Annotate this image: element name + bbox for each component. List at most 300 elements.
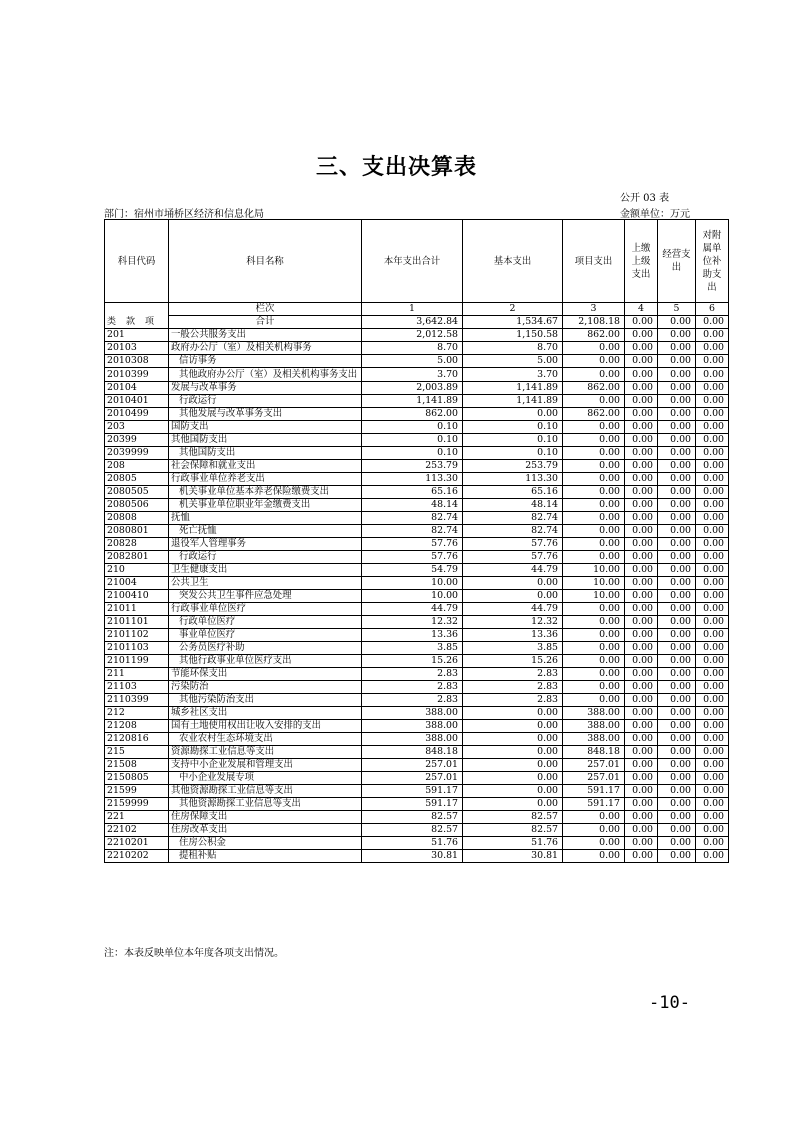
column-number-row: [105, 303, 729, 316]
row-value: 862.00: [563, 382, 625, 395]
row-value: 0.10: [463, 421, 563, 434]
row-value: 0.00: [696, 460, 729, 473]
row-name: 信访事务: [169, 355, 362, 368]
row-value: 0.00: [625, 733, 658, 746]
row-value: 0.00: [658, 421, 696, 434]
row-name: 污染防治: [169, 681, 362, 694]
row-value: 2.83: [362, 668, 463, 681]
row-value: 0.00: [696, 616, 729, 629]
row-code: 2080505: [105, 486, 169, 499]
row-value: 862.00: [362, 408, 463, 421]
row-value: 57.76: [362, 538, 463, 551]
row-name: 死亡抚恤: [169, 525, 362, 538]
row-value: 10.00: [362, 577, 463, 590]
row-value: 0.00: [463, 772, 563, 785]
row-code: 2120816: [105, 733, 169, 746]
row-name: 其他国防支出: [169, 447, 362, 460]
row-value: 0.00: [696, 355, 729, 368]
row-value: 82.57: [463, 824, 563, 837]
row-value: 0.00: [625, 551, 658, 564]
row-value: 0.00: [463, 720, 563, 733]
table-row: [105, 551, 729, 564]
row-value: 0.00: [563, 694, 625, 707]
row-value: 0.00: [696, 629, 729, 642]
table-row: [105, 616, 729, 629]
row-value: 0.00: [463, 798, 563, 811]
total-value: 0.00: [625, 316, 658, 329]
row-value: 0.00: [563, 681, 625, 694]
table-row: [105, 368, 729, 382]
row-value: 0.00: [563, 603, 625, 616]
row-name: 机关事业单位职业年金缴费支出: [169, 499, 362, 512]
row-value: 0.00: [625, 707, 658, 720]
row-value: 0.00: [658, 564, 696, 577]
row-value: 0.00: [696, 798, 729, 811]
row-name: 行政事业单位医疗: [169, 603, 362, 616]
kind-label-lei: 类: [107, 317, 117, 327]
row-value: 591.17: [563, 785, 625, 798]
row-value: 253.79: [362, 460, 463, 473]
total-value: 2,108.18: [563, 316, 625, 329]
row-name: 住房改革支出: [169, 824, 362, 837]
row-value: 388.00: [362, 733, 463, 746]
column-number: 1: [362, 303, 463, 316]
row-value: 0.00: [625, 447, 658, 460]
row-value: 0.00: [696, 811, 729, 824]
table-row: [105, 811, 729, 824]
row-value: 0.00: [563, 655, 625, 668]
row-value: 0.00: [625, 668, 658, 681]
row-value: 0.00: [563, 811, 625, 824]
row-value: 0.10: [362, 447, 463, 460]
row-value: 388.00: [362, 707, 463, 720]
row-value: 0.00: [696, 720, 729, 733]
table-row: [105, 538, 729, 551]
row-value: 1,141.89: [463, 395, 563, 408]
row-value: 113.30: [362, 473, 463, 486]
kind-label-kuan: 款: [126, 317, 136, 327]
table-row: [105, 486, 729, 499]
table-row: [105, 824, 729, 837]
row-code: 21208: [105, 720, 169, 733]
row-value: 0.00: [658, 460, 696, 473]
row-name: 住房保障支出: [169, 811, 362, 824]
row-code: 2080801: [105, 525, 169, 538]
row-code: 2101102: [105, 629, 169, 642]
row-value: 3.70: [463, 368, 563, 382]
row-value: 15.26: [463, 655, 563, 668]
row-value: 0.00: [563, 421, 625, 434]
table-row: [105, 629, 729, 642]
row-value: 0.00: [625, 512, 658, 525]
row-value: 113.30: [463, 473, 563, 486]
row-value: 82.74: [463, 512, 563, 525]
row-value: 82.74: [463, 525, 563, 538]
row-value: 0.10: [362, 421, 463, 434]
row-code: 2159999: [105, 798, 169, 811]
row-value: 0.00: [696, 824, 729, 837]
row-value: 57.76: [362, 551, 463, 564]
row-value: 0.00: [563, 551, 625, 564]
row-value: 0.00: [563, 486, 625, 499]
row-value: 388.00: [563, 733, 625, 746]
row-value: 0.00: [696, 447, 729, 460]
row-value: 0.00: [625, 629, 658, 642]
row-value: 257.01: [362, 759, 463, 772]
row-value: 591.17: [362, 798, 463, 811]
table-body: [105, 329, 729, 863]
row-name: 其他污染防治支出: [169, 694, 362, 707]
row-value: 0.00: [563, 447, 625, 460]
row-code: 20805: [105, 473, 169, 486]
row-value: 1,141.89: [362, 395, 463, 408]
row-value: 0.00: [625, 798, 658, 811]
row-name: 行政运行: [169, 395, 362, 408]
row-value: 0.00: [658, 577, 696, 590]
row-value: 0.00: [625, 368, 658, 382]
row-value: 0.00: [625, 382, 658, 395]
row-value: 0.00: [696, 421, 729, 434]
row-name: 提租补贴: [169, 850, 362, 863]
row-code: 201: [105, 329, 169, 342]
row-code: 21103: [105, 681, 169, 694]
row-value: 2.83: [362, 681, 463, 694]
row-value: 0.00: [658, 355, 696, 368]
row-value: 0.00: [696, 434, 729, 447]
row-code: 2010499: [105, 408, 169, 421]
row-value: 0.00: [696, 668, 729, 681]
row-value: 0.00: [463, 408, 563, 421]
row-value: 0.00: [463, 785, 563, 798]
row-value: 12.32: [362, 616, 463, 629]
row-value: 0.00: [463, 590, 563, 603]
row-value: 5.00: [362, 355, 463, 368]
row-value: 54.79: [362, 564, 463, 577]
table-row: [105, 355, 729, 368]
row-name: 住房公积金: [169, 837, 362, 850]
row-name: 其他政府办公厅（室）及相关机构事务支出: [169, 368, 362, 382]
row-value: 0.00: [658, 525, 696, 538]
row-name: 一般公共服务支出: [169, 329, 362, 342]
column-number: 3: [563, 303, 625, 316]
row-name: 行政事业单位养老支出: [169, 473, 362, 486]
row-value: 0.00: [696, 564, 729, 577]
row-code: 2010308: [105, 355, 169, 368]
row-value: 48.14: [362, 499, 463, 512]
row-value: 0.00: [696, 655, 729, 668]
row-code: 2010399: [105, 368, 169, 382]
row-value: 0.00: [696, 681, 729, 694]
expenditure-table: [104, 219, 729, 863]
row-value: 0.00: [625, 603, 658, 616]
row-value: 0.00: [563, 824, 625, 837]
header-row: [105, 220, 729, 303]
column-number: 2: [463, 303, 563, 316]
row-value: 0.00: [658, 473, 696, 486]
row-code: 212: [105, 707, 169, 720]
row-value: 0.00: [696, 785, 729, 798]
row-code: 21011: [105, 603, 169, 616]
header-upper: 上缴上级支出: [625, 220, 658, 303]
row-value: 65.16: [362, 486, 463, 499]
row-value: 13.36: [463, 629, 563, 642]
row-code: 2101101: [105, 616, 169, 629]
row-value: 8.70: [463, 342, 563, 355]
row-value: 0.00: [625, 408, 658, 421]
table-row: [105, 733, 729, 746]
row-value: 3.85: [463, 642, 563, 655]
row-value: 0.00: [625, 824, 658, 837]
row-value: 0.00: [658, 785, 696, 798]
row-value: 2.83: [463, 681, 563, 694]
row-value: 13.36: [362, 629, 463, 642]
page-title: 三、支出决算表: [315, 155, 477, 180]
header-name: 科目名称: [169, 220, 362, 303]
row-value: 0.00: [563, 512, 625, 525]
row-value: 3.70: [362, 368, 463, 382]
row-value: 0.00: [625, 746, 658, 759]
row-value: 0.00: [658, 850, 696, 863]
row-value: 0.00: [696, 382, 729, 395]
row-code: 2210201: [105, 837, 169, 850]
table-row: [105, 837, 729, 850]
row-value: 0.00: [658, 759, 696, 772]
table-row: [105, 342, 729, 355]
row-value: 0.00: [625, 590, 658, 603]
row-code: 21004: [105, 577, 169, 590]
row-name: 其他发展与改革事务支出: [169, 408, 362, 421]
row-value: 862.00: [563, 329, 625, 342]
row-name: 其他资源勘探工业信息等支出: [169, 798, 362, 811]
row-code: 221: [105, 811, 169, 824]
row-code: 2101103: [105, 642, 169, 655]
row-code: 2080506: [105, 499, 169, 512]
table-row: [105, 329, 729, 342]
row-value: 848.18: [563, 746, 625, 759]
row-value: 3.85: [362, 642, 463, 655]
row-value: 0.00: [658, 629, 696, 642]
row-value: 0.00: [696, 772, 729, 785]
row-name: 机关事业单位基本养老保险缴费支出: [169, 486, 362, 499]
row-value: 0.00: [625, 329, 658, 342]
row-value: 0.00: [625, 538, 658, 551]
row-value: 0.00: [625, 837, 658, 850]
header-basic: 基本支出: [463, 220, 563, 303]
row-value: 0.10: [463, 434, 563, 447]
row-value: 2.83: [463, 694, 563, 707]
row-value: 0.00: [696, 538, 729, 551]
row-value: 0.00: [625, 772, 658, 785]
row-name: 国有土地使用权出让收入安排的支出: [169, 720, 362, 733]
column-label: 栏次: [169, 303, 362, 316]
row-value: 0.00: [625, 486, 658, 499]
row-value: 82.57: [463, 811, 563, 824]
unit-label: 金额单位：万元: [620, 209, 690, 220]
row-value: 10.00: [563, 590, 625, 603]
row-code: 2150805: [105, 772, 169, 785]
row-name: 突发公共卫生事件应急处理: [169, 590, 362, 603]
total-value: 0.00: [658, 316, 696, 329]
row-value: 0.00: [625, 811, 658, 824]
row-value: 0.00: [658, 342, 696, 355]
row-code: 2039999: [105, 447, 169, 460]
row-value: 0.00: [658, 720, 696, 733]
row-value: 0.00: [658, 368, 696, 382]
row-value: 0.00: [696, 473, 729, 486]
table-row: [105, 408, 729, 421]
total-value: 0.00: [696, 316, 729, 329]
table-row: [105, 785, 729, 798]
row-value: 0.00: [625, 499, 658, 512]
page-number: -10-: [649, 993, 690, 1013]
row-code: 2100410: [105, 590, 169, 603]
table-row: [105, 512, 729, 525]
row-value: 862.00: [563, 408, 625, 421]
row-value: 0.00: [658, 642, 696, 655]
row-value: 0.00: [625, 355, 658, 368]
row-value: 10.00: [563, 564, 625, 577]
row-name: 卫生健康支出: [169, 564, 362, 577]
row-code: 203: [105, 421, 169, 434]
row-value: 0.00: [658, 395, 696, 408]
row-value: 0.00: [696, 486, 729, 499]
row-value: 51.76: [362, 837, 463, 850]
row-value: 0.00: [563, 629, 625, 642]
row-value: 65.16: [463, 486, 563, 499]
row-value: 0.00: [563, 460, 625, 473]
row-value: 0.00: [658, 694, 696, 707]
kind-labels: [105, 303, 169, 329]
table-row: [105, 473, 729, 486]
row-value: 57.76: [463, 551, 563, 564]
row-value: 0.00: [696, 837, 729, 850]
row-value: 0.00: [696, 408, 729, 421]
column-number: 6: [696, 303, 729, 316]
row-value: 0.00: [696, 746, 729, 759]
row-value: 0.00: [696, 512, 729, 525]
row-value: 0.00: [696, 850, 729, 863]
row-code: 22102: [105, 824, 169, 837]
row-value: 0.00: [696, 395, 729, 408]
table-row: [105, 642, 729, 655]
row-value: 0.00: [658, 512, 696, 525]
row-value: 0.00: [463, 733, 563, 746]
header-business: 经营支出: [658, 220, 696, 303]
row-value: 0.00: [658, 655, 696, 668]
header-code: 科目代码: [105, 220, 169, 303]
row-name: 其他行政事业单位医疗支出: [169, 655, 362, 668]
row-value: 257.01: [563, 759, 625, 772]
row-value: 30.81: [362, 850, 463, 863]
row-value: 51.76: [463, 837, 563, 850]
row-value: 0.00: [563, 342, 625, 355]
row-value: 0.00: [658, 811, 696, 824]
table-row: [105, 759, 729, 772]
table-row: [105, 668, 729, 681]
row-value: 0.00: [463, 707, 563, 720]
row-name: 中小企业发展专项: [169, 772, 362, 785]
row-value: 257.01: [362, 772, 463, 785]
row-value: 0.00: [658, 616, 696, 629]
row-value: 2.83: [362, 694, 463, 707]
row-value: 15.26: [362, 655, 463, 668]
row-value: 0.00: [563, 395, 625, 408]
row-value: 12.32: [463, 616, 563, 629]
table-row: [105, 746, 729, 759]
row-value: 2,012.58: [362, 329, 463, 342]
total-label: 合计: [169, 316, 362, 329]
row-value: 0.00: [563, 525, 625, 538]
row-name: 公共卫生: [169, 577, 362, 590]
total-row: [105, 316, 729, 329]
row-value: 0.00: [563, 355, 625, 368]
row-value: 0.00: [563, 616, 625, 629]
row-value: 48.14: [463, 499, 563, 512]
table-row: [105, 694, 729, 707]
row-value: 0.00: [696, 577, 729, 590]
row-value: 0.00: [658, 733, 696, 746]
table-row: [105, 772, 729, 785]
row-code: 2082801: [105, 551, 169, 564]
row-value: 0.00: [696, 733, 729, 746]
row-value: 0.00: [625, 642, 658, 655]
row-value: 0.00: [658, 551, 696, 564]
row-code: 20828: [105, 538, 169, 551]
row-value: 10.00: [563, 577, 625, 590]
total-value: 1,534.67: [463, 316, 563, 329]
row-value: 0.00: [696, 707, 729, 720]
row-value: 0.00: [658, 329, 696, 342]
row-value: 0.00: [625, 342, 658, 355]
row-value: 591.17: [563, 798, 625, 811]
row-value: 388.00: [362, 720, 463, 733]
row-name: 城乡社区支出: [169, 707, 362, 720]
row-value: 1,150.58: [463, 329, 563, 342]
row-name: 行政单位医疗: [169, 616, 362, 629]
row-value: 0.00: [658, 772, 696, 785]
row-value: 0.00: [696, 590, 729, 603]
table-row: [105, 434, 729, 447]
row-code: 210: [105, 564, 169, 577]
row-code: 2110399: [105, 694, 169, 707]
row-value: 0.00: [658, 798, 696, 811]
row-value: 0.00: [463, 759, 563, 772]
form-number: 公开 03 表: [620, 193, 670, 204]
row-code: 21508: [105, 759, 169, 772]
header-project: 项目支出: [563, 220, 625, 303]
row-value: 0.00: [563, 434, 625, 447]
row-value: 1,141.89: [463, 382, 563, 395]
row-value: 0.00: [658, 824, 696, 837]
row-value: 0.00: [625, 577, 658, 590]
row-value: 0.00: [658, 746, 696, 759]
row-name: 行政运行: [169, 551, 362, 564]
row-value: 0.00: [563, 850, 625, 863]
table-row: [105, 447, 729, 460]
row-value: 0.00: [625, 720, 658, 733]
table-row: [105, 798, 729, 811]
row-value: 0.00: [658, 538, 696, 551]
row-code: 20104: [105, 382, 169, 395]
row-value: 0.00: [658, 668, 696, 681]
row-name: 资源勘探工业信息等支出: [169, 746, 362, 759]
table-row: [105, 707, 729, 720]
row-value: 0.00: [563, 668, 625, 681]
row-value: 257.01: [563, 772, 625, 785]
row-value: 0.00: [625, 525, 658, 538]
table-row: [105, 603, 729, 616]
row-value: 0.00: [658, 590, 696, 603]
